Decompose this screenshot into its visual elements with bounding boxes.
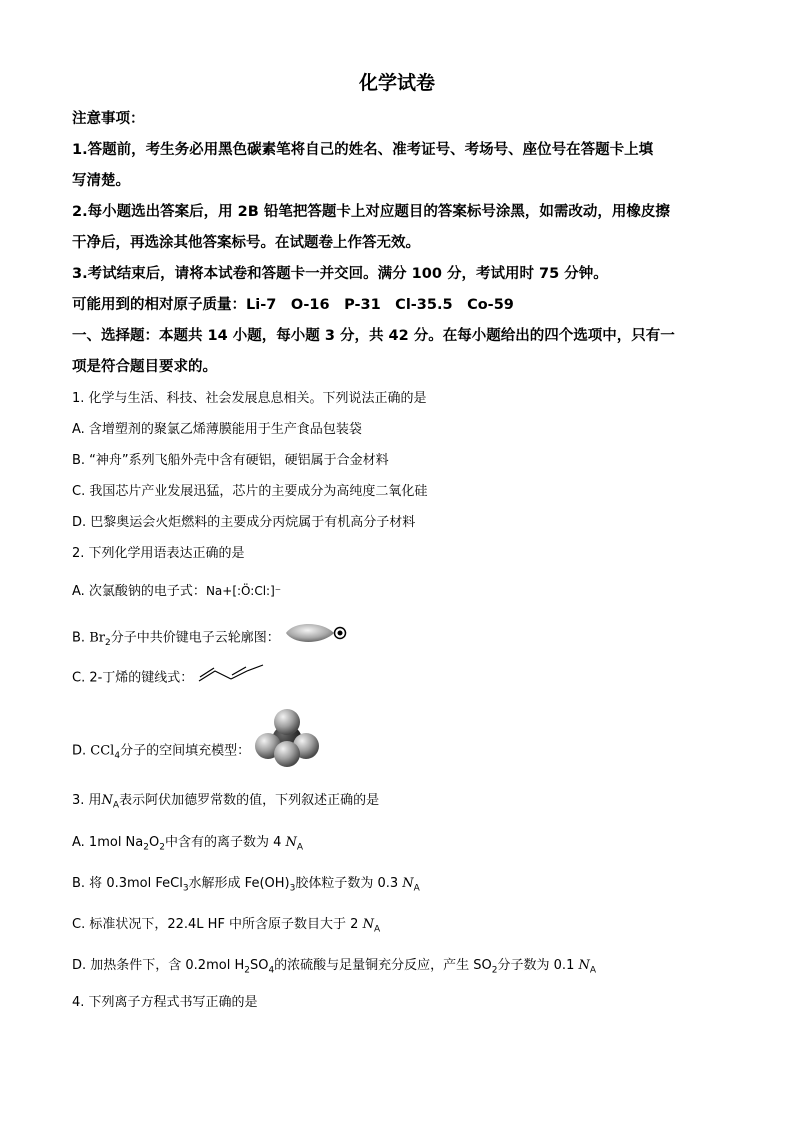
q2-option-a-label: A. 次氯酸钠的电子式： — [72, 584, 206, 599]
ccl4-formula: CCl — [90, 743, 115, 759]
atomic-masses: 可能用到的相对原子质量：Li-7 O-16 P-31 Cl-35.5 Co-59 — [72, 297, 514, 313]
page-title: 化学试卷 — [358, 72, 435, 94]
q3-stem-b: 表示阿伏加德罗常数的值，下列叙述正确的是 — [119, 793, 380, 808]
q1-stem: 1. 化学与生活、科技、社会发展息息相关。下列说法正确的是 — [72, 391, 427, 406]
na-symbol: N — [101, 793, 113, 808]
q3-d-part4: 分子数为 0.1 — [497, 958, 575, 973]
notice-item-3: 3.考试结束后，请将本试卷和答题卡一并交回。满分 100 分，考试用时 75 分钟。 — [72, 266, 608, 282]
br2-formula: Br — [89, 630, 105, 646]
q3-a-part3: 中含有的离子数为 4 — [164, 835, 282, 850]
na-subscript: A — [589, 965, 597, 976]
q3-b-sub1: 3 — [182, 883, 189, 894]
q3-option-b — [72, 873, 732, 900]
skeletal-formula-figure — [197, 662, 267, 694]
q3-option-d — [72, 955, 732, 982]
notice-item-2a: 2.每小题选出答案后，用 2B 铅笔把答题卡上对应题目的答案标号涂黑，如需改动，用橡皮擦 — [72, 204, 670, 220]
electron-formula: Na+[:Ö:Cl:]⁻ — [205, 584, 282, 598]
q3-b-sub2: 3 — [289, 883, 296, 894]
q2-option-d-label: D. — [72, 743, 91, 759]
na-symbol: N — [362, 917, 374, 932]
na-subscript: A — [296, 842, 304, 853]
na-subscript: A — [373, 924, 381, 935]
na-symbol: N — [578, 958, 590, 973]
q3-a-part1: A. 1mol Na — [72, 835, 144, 850]
section1-heading-b: 项是符合题目要求的。 — [72, 359, 217, 375]
q3-b-part1: B. 将 0.3mol FeCl — [72, 876, 183, 891]
notice-item-2b: 干净后，再选涂其他答案标号。在试题卷上作答无效。 — [72, 235, 420, 251]
q2-stem: 2. 下列化学用语表达正确的是 — [72, 546, 245, 561]
q3-d-part3: 的浓硫酸与足量铜充分反应，产生 SO — [274, 958, 492, 973]
q2-option-a — [72, 580, 732, 603]
q3-b-part2: 水解形成 Fe(OH) — [188, 876, 290, 891]
na-subscript: A — [112, 800, 120, 811]
br2-subscript: 2 — [104, 638, 111, 649]
q2-option-d — [72, 706, 732, 768]
q3-option-a — [72, 832, 732, 859]
q1-option-b: B. “神舟”系列飞船外壳中含有硬铝，硬铝属于合金材料 — [72, 453, 389, 468]
q2-option-b — [72, 620, 732, 656]
q3-option-c — [72, 914, 732, 941]
q2-option-c-label: C. 2-丁烯的键线式： — [72, 670, 194, 686]
q3-d-sub3: 2 — [491, 965, 498, 976]
q1-option-a: A. 含增塑剂的聚氯乙烯薄膜能用于生产食品包装袋 — [72, 422, 362, 437]
q3-d-sub2: 4 — [268, 965, 275, 976]
ccl4-subscript: 4 — [114, 751, 121, 762]
notice-item-1b: 写清楚。 — [72, 173, 130, 189]
q3-stem-a: 3. 用 — [72, 793, 102, 808]
q4-stem: 4. 下列离子方程式书写正确的是 — [72, 995, 258, 1010]
q3-d-part2: SO — [249, 958, 269, 973]
q1-option-d: D. 巴黎奥运会火炬燃料的主要成分丙烷属于有机高分子材料 — [72, 515, 416, 530]
q3-c-part1: C. 标准状况下，22.4L HF 中所含原子数目大于 2 — [72, 917, 359, 932]
q3-stem — [72, 790, 732, 817]
q2-option-d-text: 分子的空间填充模型： — [120, 743, 251, 759]
q2-option-b-label: B. — [72, 630, 90, 646]
na-symbol: N — [285, 835, 297, 850]
q1-option-c: C. 我国芯片产业发展迅猛，芯片的主要成分为高纯度二氧化硅 — [72, 484, 428, 499]
q3-a-sub1: 2 — [143, 842, 149, 853]
q3-d-part1: D. 加热条件下，含 0.2mol H — [72, 958, 245, 973]
q3-d-sub1: 2 — [244, 965, 250, 976]
notice-item-1a: 1.答题前，考生务必用黑色碳素笔将自己的姓名、准考证号、考场号、座位号在答题卡上填 — [72, 142, 654, 158]
notice-heading: 注意事项： — [72, 111, 145, 127]
na-subscript: A — [413, 883, 420, 894]
q3-a-sub2: 2 — [159, 842, 165, 853]
space-filling-model-figure — [254, 706, 320, 796]
na-symbol: N — [402, 876, 414, 891]
q2-option-c — [72, 662, 732, 694]
q3-a-part2: O — [149, 835, 160, 850]
electron-cloud-figure — [284, 620, 350, 656]
q2-option-b-text: 分子中共价键电子云轮廓图： — [110, 630, 280, 646]
section1-heading-a: 一、选择题：本题共 14 小题，每小题 3 分，共 42 分。在每小题给出的四个选项中，只有一 — [72, 328, 675, 344]
q3-b-part3: 胶体粒子数为 0.3 — [295, 876, 399, 891]
